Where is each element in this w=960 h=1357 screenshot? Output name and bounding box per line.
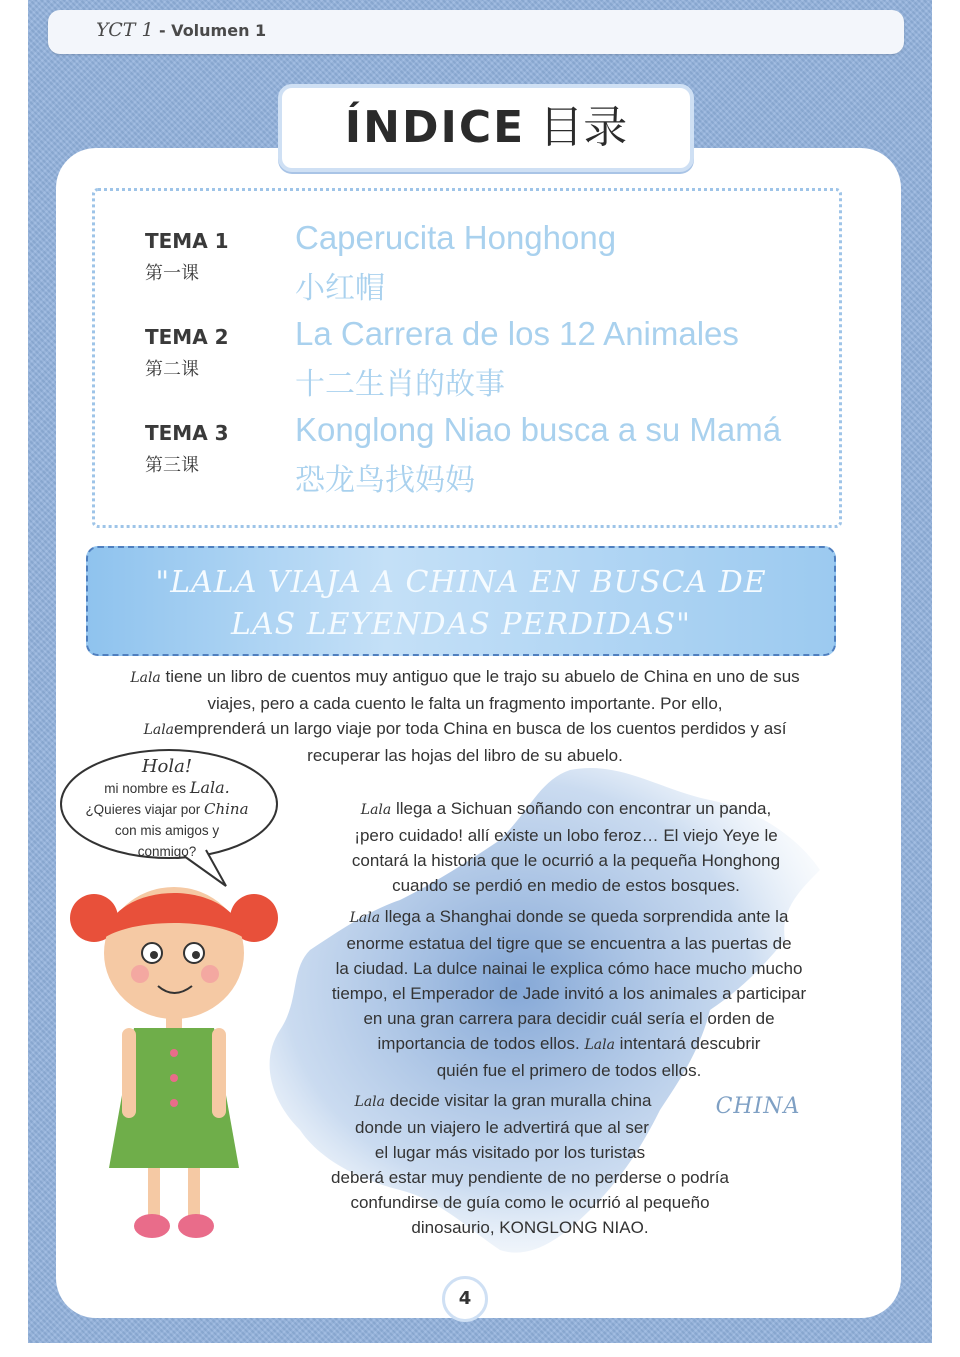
tema-label-zh: 第一课 [145, 263, 199, 284]
p3-line-6: dinosaurio, KONGLONG NIAO. [411, 1218, 649, 1237]
toc-entry-2[interactable] [95, 311, 839, 403]
p1-line-2: ¡pero cuidado! allí existe un lobo feroz… El viejo Yeye le [354, 826, 778, 845]
header-title [96, 19, 266, 41]
index-title [278, 84, 694, 172]
tema-title-zh: 恐龙鸟找妈妈 [295, 463, 475, 498]
lala-name: Lala [130, 670, 161, 686]
speech-greeting: Hola! [141, 756, 193, 777]
tema-title-zh: 十二生肖的故事 [295, 367, 505, 402]
p1-line-4: cuando se perdió en medio de estos bosques. [392, 876, 740, 895]
p3-line-3: el lugar más visitado por los turistas [374, 1143, 646, 1162]
p2-line-3: la ciudad. La dulce nainai le explica cómo hace mucho mucho [335, 959, 803, 978]
speech-line-2: ¿Quieres viajar por [85, 802, 201, 817]
tema-title-es: La Carrera de los 12 Animales [295, 315, 739, 352]
lala-girl-illustration [64, 878, 284, 1248]
story-banner [86, 546, 836, 656]
tema-label: TEMA 2 [145, 325, 229, 349]
toc-entry-1[interactable] [95, 215, 839, 307]
p2-line-2: enorme estatua del tigre que se encuentra a las puertas de [346, 934, 792, 953]
intro-line-2: viajes, pero a cada cuento le falta un fragmento importante. Por ello, [207, 694, 723, 713]
p2-line-6a: importancia de todos ellos. [377, 1034, 580, 1053]
p1-line-1: llega a Sichuan soñando con encontrar un panda, [395, 799, 772, 818]
intro-line-3: emprenderá un largo viaje por toda China en busca de los cuentos perdidos y así [174, 719, 787, 738]
p3-line-2: donde un viajero le advertirá que al ser [355, 1118, 649, 1137]
intro-line-1: tiene un libro de cuentos muy antiguo que le trajo su abuelo de China en uno de sus [165, 667, 800, 686]
p2-line-4: tiempo, el Emperador de Jade invitó a los animales a participar [331, 984, 807, 1003]
p2-line-6b: intentará descubrir [619, 1034, 761, 1053]
speech-line-1: mi nombre es [104, 781, 187, 796]
banner-line-2: LAS LEYENDAS PERDIDAS" [231, 607, 691, 642]
lala-name: Lala [349, 910, 381, 926]
paragraph-sichuan [296, 796, 836, 898]
speech-line-3: con mis amigos y [114, 823, 220, 838]
speech-text [62, 756, 272, 862]
index-title-es: ÍNDICE [344, 102, 526, 153]
lala-name: Lala [360, 802, 392, 818]
lala-name: Lala [584, 1037, 615, 1053]
tema-title-zh: 小红帽 [295, 271, 385, 306]
p3-line-5: confundirse de guía como le ocurrió al pequeño [350, 1193, 710, 1212]
p3-line-4: deberá estar muy pendiente de no perderse o podría [331, 1168, 729, 1187]
p2-line-5: en una gran carrera para decidir cuál sería el orden de [363, 1009, 775, 1028]
toc-entry-3[interactable] [95, 407, 839, 499]
volume-label: - Volumen 1 [158, 21, 267, 40]
page-number: 4 [442, 1276, 488, 1322]
banner-line-1: "LALA VIAJA A CHINA EN BUSCA DE [155, 565, 767, 600]
table-of-contents [92, 188, 842, 528]
intro-line-4: recuperar las hojas del libro de su abuelo. [307, 746, 623, 765]
tema-label-zh: 第三课 [145, 455, 199, 476]
speech-line-4: conmigo? [137, 844, 197, 859]
china-map-label: CHINA [696, 1078, 820, 1136]
p1-line-3: contará la historia que le ocurrió a la pequeña Honghong [351, 851, 781, 870]
p2-line-1: llega a Shanghai donde se queda sorprendida ante la [384, 907, 789, 926]
lala-name: Lala [143, 722, 175, 738]
tema-title-es: Caperucita Honghong [295, 219, 617, 256]
tema-title-es: Konglong Niao busca a su Mamá [295, 411, 782, 448]
series-name: YCT 1 [96, 19, 154, 41]
index-title-zh: 目录 [539, 102, 628, 153]
p3-line-1: decide visitar la gran muralla china [389, 1091, 652, 1110]
tema-label: TEMA 3 [145, 421, 229, 445]
tema-label-zh: 第二课 [145, 359, 199, 380]
paragraph-muralla [300, 1088, 760, 1240]
speech-china: China [204, 800, 249, 818]
tema-label: TEMA 1 [145, 229, 229, 253]
speech-lala: Lala. [189, 778, 230, 797]
p2-line-7: quién fue el primero de todos ellos. [436, 1061, 702, 1080]
paragraph-shanghai [296, 904, 842, 1083]
lala-name: Lala [354, 1094, 385, 1110]
